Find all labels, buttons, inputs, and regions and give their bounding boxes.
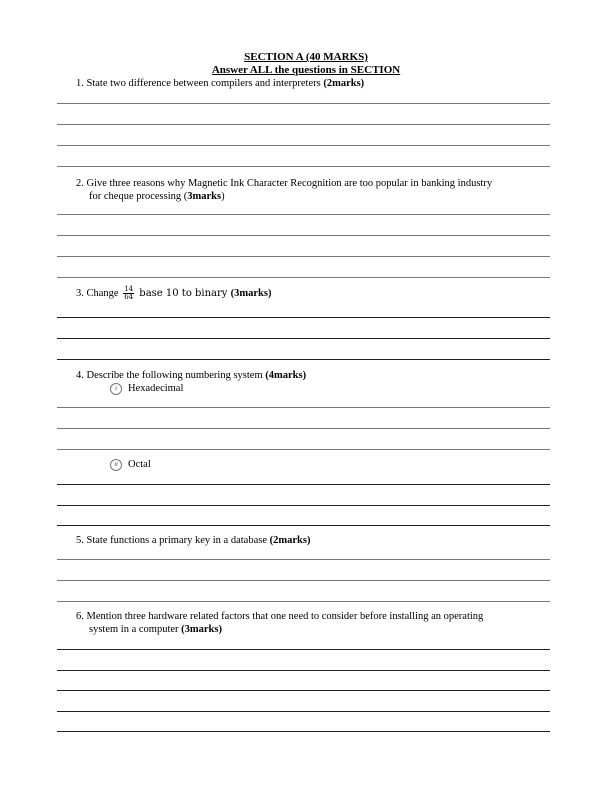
answer-line[interactable] [57,256,550,257]
question-number: 1. [76,78,84,89]
question-text-line1: Mention three hardware related factors that one need to consider before installing an operating [86,611,484,622]
closing-paren: ) [221,191,225,202]
question-marks: (2marks) [269,535,311,546]
question-number: 4. [76,370,84,381]
question-4 [76,369,306,382]
question-5 [76,534,310,547]
section-title: SECTION A (40 MARKS) [244,51,368,63]
answer-line[interactable] [57,505,550,506]
answer-line[interactable] [57,145,550,146]
answer-line[interactable] [57,235,550,236]
answer-line[interactable] [57,580,550,581]
question-text-line1: Give three reasons why Magnetic Ink Character Recognition are too popular in banking industry [86,178,493,189]
question-marks: (2marks) [323,78,365,89]
question-text-after: base 10 to binary [136,288,231,299]
question-1 [76,77,364,90]
question-3 [76,284,271,304]
fraction [123,286,134,301]
answer-line[interactable] [57,731,550,732]
answer-line[interactable] [57,277,550,278]
answer-line[interactable] [57,103,550,104]
answer-line[interactable] [57,449,550,450]
question-text-line2: system in a computer [89,624,182,635]
question-marks: (3marks) [181,624,222,635]
question-marks: 3marks [187,191,222,202]
answer-line[interactable] [57,711,550,712]
answer-line[interactable] [57,670,550,671]
question-number: 3. [76,288,84,299]
question-text: State two difference between compilers and interpreters [86,78,324,89]
roman-label: i [110,383,122,395]
roman-label: ii [110,459,122,471]
question-text: Describe the following numbering system [86,370,266,381]
answer-line[interactable] [57,649,550,650]
question-marks: (3marks) [230,288,272,299]
question-text: State functions a primary key in a database [86,535,270,546]
answer-line[interactable] [57,407,550,408]
question-marks: (4marks) [265,370,307,381]
question-2 [76,177,492,203]
sub-question-ii [110,458,151,471]
answer-line[interactable] [57,317,550,318]
answer-line[interactable] [57,484,550,485]
section-subtitle: Answer ALL the questions in SECTION [211,64,401,76]
question-6 [76,610,483,636]
answer-line[interactable] [57,338,550,339]
answer-line[interactable] [57,525,550,526]
answer-line[interactable] [57,166,550,167]
fraction-denominator: 64 [124,293,134,302]
question-number: 5. [76,535,84,546]
answer-line[interactable] [57,359,550,360]
answer-line[interactable] [57,428,550,429]
sub-question-text: Octal [128,459,151,470]
question-number: 6. [76,611,84,622]
answer-line[interactable] [57,214,550,215]
answer-line[interactable] [57,559,550,560]
question-text-line2: for cheque processing ( [89,191,188,202]
sub-question-i [110,382,183,395]
question-number: 2. [76,178,84,189]
question-text: Change [86,288,122,299]
answer-line[interactable] [57,124,550,125]
fraction-numerator: 14 [124,285,134,294]
answer-line[interactable] [57,601,550,602]
sub-question-text: Hexadecimal [128,383,184,394]
answer-line[interactable] [57,690,550,691]
